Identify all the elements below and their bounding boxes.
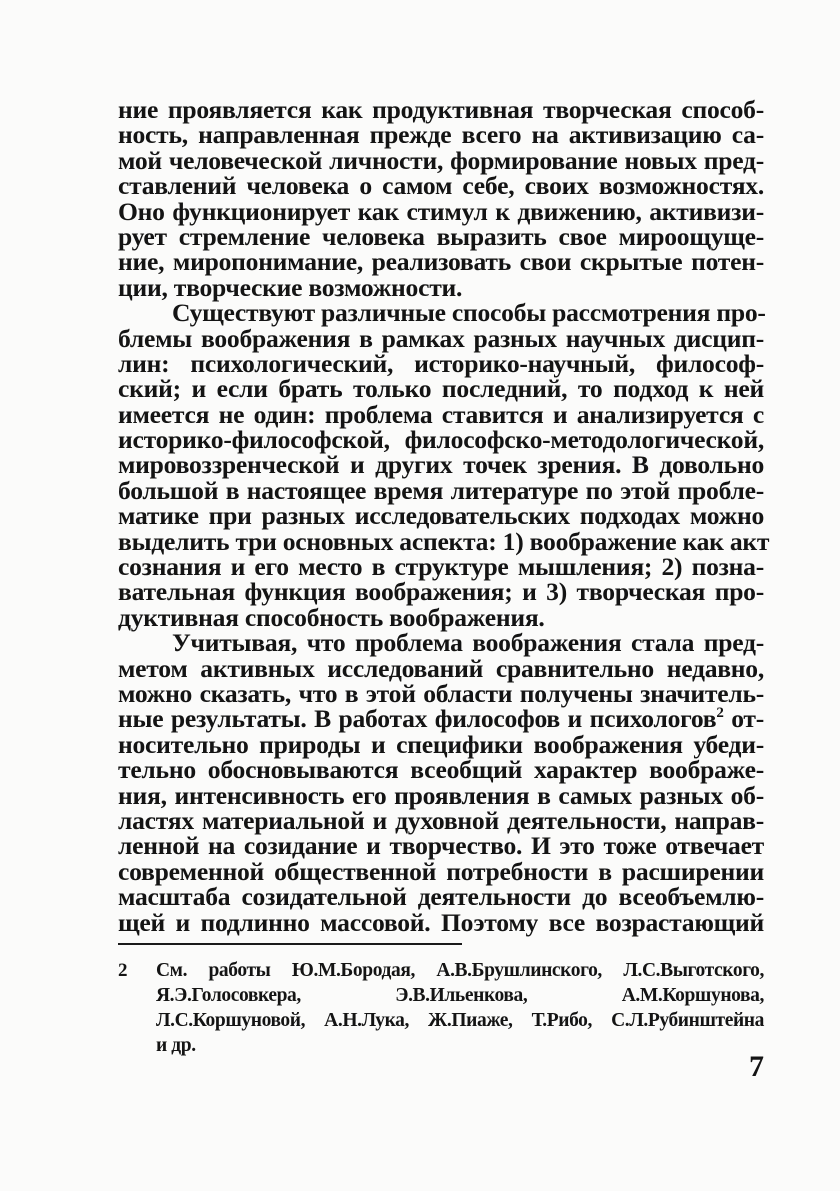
footnote bbox=[118, 958, 764, 1058]
text-line: ский; и если брать только последний, то подход к ней bbox=[118, 374, 764, 404]
main-text bbox=[118, 95, 770, 937]
text-segment: ные результаты. В работах философов и психологов bbox=[118, 704, 717, 734]
text-line: мировоззренческой и других точек зрения. В довольно bbox=[118, 450, 764, 480]
text-line: большой в настоящее время литературе по этой пробле- bbox=[118, 475, 764, 505]
text-line: вательная функция воображения; и 3) творческая про- bbox=[118, 577, 764, 607]
text-line: метом активных исследований сравнительно недавно, bbox=[118, 653, 764, 683]
footnote-marker: 2 bbox=[118, 960, 128, 981]
footnote-line: См. работы Ю.М.Бородая, А.В.Брушлинского, Л.С.Выготского, bbox=[156, 960, 764, 981]
text-line: современной общественной потребности в расширении bbox=[118, 856, 764, 886]
footnote-line: и др. bbox=[156, 1035, 196, 1056]
text-line: ставлений человека о самом себе, своих возможностях. bbox=[118, 171, 764, 201]
text-line: ние проявляется как продуктивная творческая способ- bbox=[118, 95, 764, 124]
footnote-line: Л.С.Коршуновой, А.Н.Лука, Ж.Пиаже, Т.Рибо, С.Л.Рубинштейна bbox=[156, 1010, 764, 1031]
footnote-divider bbox=[118, 943, 462, 945]
paragraph bbox=[118, 97, 764, 300]
text-line: сознания и его место в структуре мышления; 2) позна- bbox=[118, 552, 764, 582]
text-line: ции, творческие возможности. bbox=[118, 272, 463, 302]
text-line: ность, направленная прежде всего на активизацию са- bbox=[118, 120, 764, 150]
text-line: щей и подлинно массовой. Поэтому все возрастающий bbox=[118, 907, 764, 937]
text-line: Учитывая, что проблема воображения стала пред- bbox=[172, 628, 764, 658]
text-segment: от- bbox=[723, 704, 765, 734]
text-line: ния, интенсивность его проявления в самых разных об- bbox=[118, 780, 764, 810]
paragraph bbox=[118, 298, 770, 632]
text-line: можно сказать, что в этой области получены значитель- bbox=[118, 678, 764, 708]
text-line: Существуют различные способы рассмотрения про- bbox=[172, 298, 766, 328]
text-line: ние, миропонимание, реализовать свои скрытые потен- bbox=[118, 247, 764, 277]
text-line: Оно функционирует как стимул к движению, активизи- bbox=[118, 196, 764, 226]
footnote-line: Я.Э.Голосовкера, Э.В.Ильенкова, А.М.Коршунова, bbox=[156, 985, 764, 1006]
text-line: ластях материальной и духовной деятельности, направ- bbox=[118, 805, 764, 835]
text-line: лин: психологический, историко-научный, философ- bbox=[118, 348, 764, 378]
text-line: ленной на созидание и творчество. И это тоже отвечает bbox=[118, 831, 764, 861]
text-line: матике при разных исследовательских подходах можно bbox=[118, 501, 764, 531]
text-line: имеется не один: проблема ставится и анализируется с bbox=[118, 399, 764, 429]
text-line: блемы воображения в рамках разных научных дисцип- bbox=[118, 323, 764, 353]
text-line-with-footnote bbox=[118, 704, 765, 734]
footnote-reference[interactable]: 2 bbox=[716, 705, 724, 722]
text-line: тельно обосновываются всеобщий характер воображе- bbox=[118, 755, 764, 785]
paragraph bbox=[118, 630, 764, 935]
text-line: дуктивная способность воображения. bbox=[118, 602, 545, 632]
text-line: выделить три основных аспекта: 1) воображение как акт bbox=[118, 526, 770, 556]
page-number: 7 bbox=[749, 1050, 764, 1083]
text-line: историко-философской, философско-методологической, bbox=[118, 425, 764, 455]
text-line: рует стремление человека выразить свое мироощуще- bbox=[118, 221, 764, 251]
text-line: носительно природы и специфики воображения убеди- bbox=[118, 729, 764, 759]
text-line: масштаба созидательной деятельности до всеобъемлю- bbox=[118, 882, 764, 912]
text-line: мой человеческой личности, формирование новых пред- bbox=[118, 145, 764, 175]
